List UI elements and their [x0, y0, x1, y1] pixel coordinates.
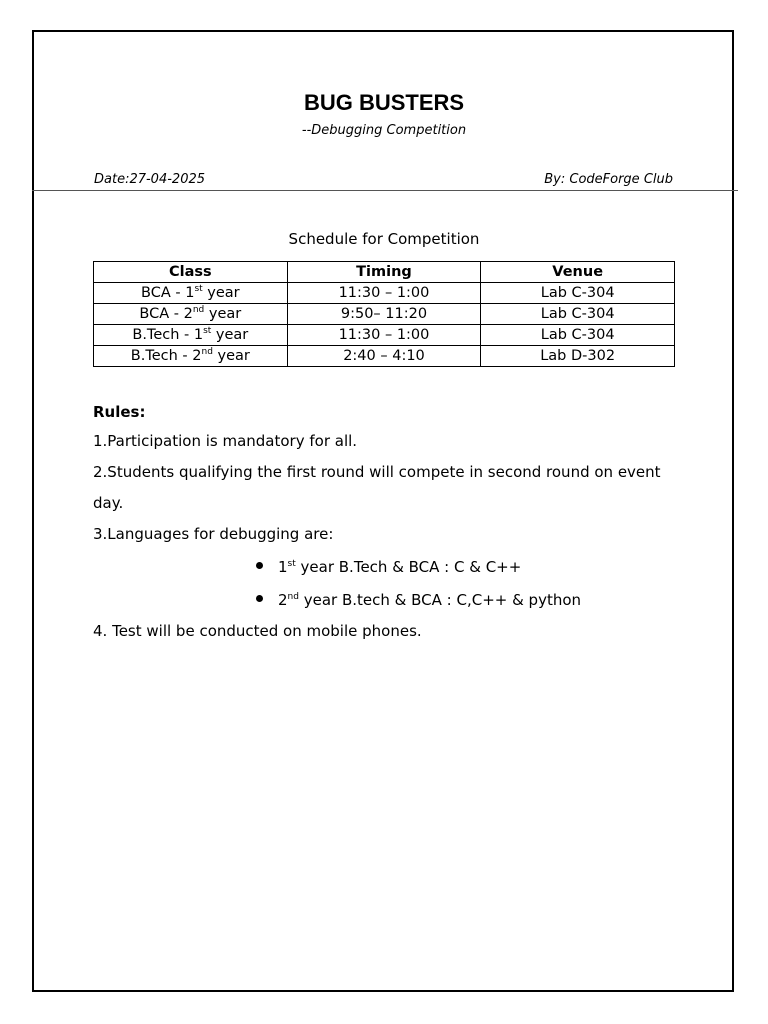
timing-cell: 11:30 – 1:00 [287, 325, 481, 346]
venue-cell: Lab C-304 [481, 283, 675, 304]
table-row [94, 283, 675, 304]
document-subtitle: --Debugging Competition [301, 123, 467, 138]
date-text: Date:27-04-2025 [94, 172, 206, 187]
timing-cell: 11:30 – 1:00 [287, 283, 481, 304]
venue-cell: Lab C-304 [481, 325, 675, 346]
timing-cell: 9:50– 11:20 [287, 304, 481, 325]
bullet-dot-icon [256, 595, 263, 602]
table-row [94, 304, 675, 325]
class-cell: B.Tech - 2nd year [94, 346, 288, 367]
table-row [94, 325, 675, 346]
bullet-item: 1st year B.Tech & BCA : C & C++ [256, 557, 521, 577]
schedule-title: Schedule for Competition [288, 230, 480, 248]
class-cell: BCA - 2nd year [94, 304, 288, 325]
header-divider [32, 190, 738, 191]
column-header-class: Class [94, 262, 288, 283]
bullet-dot-icon [256, 562, 263, 569]
rule-item: 3.Languages for debugging are: [93, 525, 334, 543]
class-cell: BCA - 1st year [94, 283, 288, 304]
schedule-table [93, 261, 675, 367]
column-header-venue: Venue [481, 262, 675, 283]
table-row [94, 346, 675, 367]
rules-section [93, 400, 693, 550]
class-cell: B.Tech - 1st year [94, 325, 288, 346]
byline-text: By: CodeForge Club [544, 172, 673, 187]
document-title: BUG BUSTERS [303, 90, 465, 115]
timing-cell: 2:40 – 4:10 [287, 346, 481, 367]
rule-item: 1.Participation is mandatory for all. [93, 432, 358, 450]
column-header-timing: Timing [287, 262, 481, 283]
rule-item: day. [93, 494, 124, 512]
table-header-row [94, 262, 675, 283]
venue-cell: Lab D-302 [481, 346, 675, 367]
venue-cell: Lab C-304 [481, 304, 675, 325]
rule-item-last: 4. Test will be conducted on mobile phones. [93, 622, 422, 640]
bullet-item: 2nd year B.tech & BCA : C,C++ & python [256, 590, 581, 610]
rules-heading: Rules: [93, 403, 146, 421]
rule-item: 2.Students qualifying the first round will compete in second round on event [93, 463, 661, 481]
